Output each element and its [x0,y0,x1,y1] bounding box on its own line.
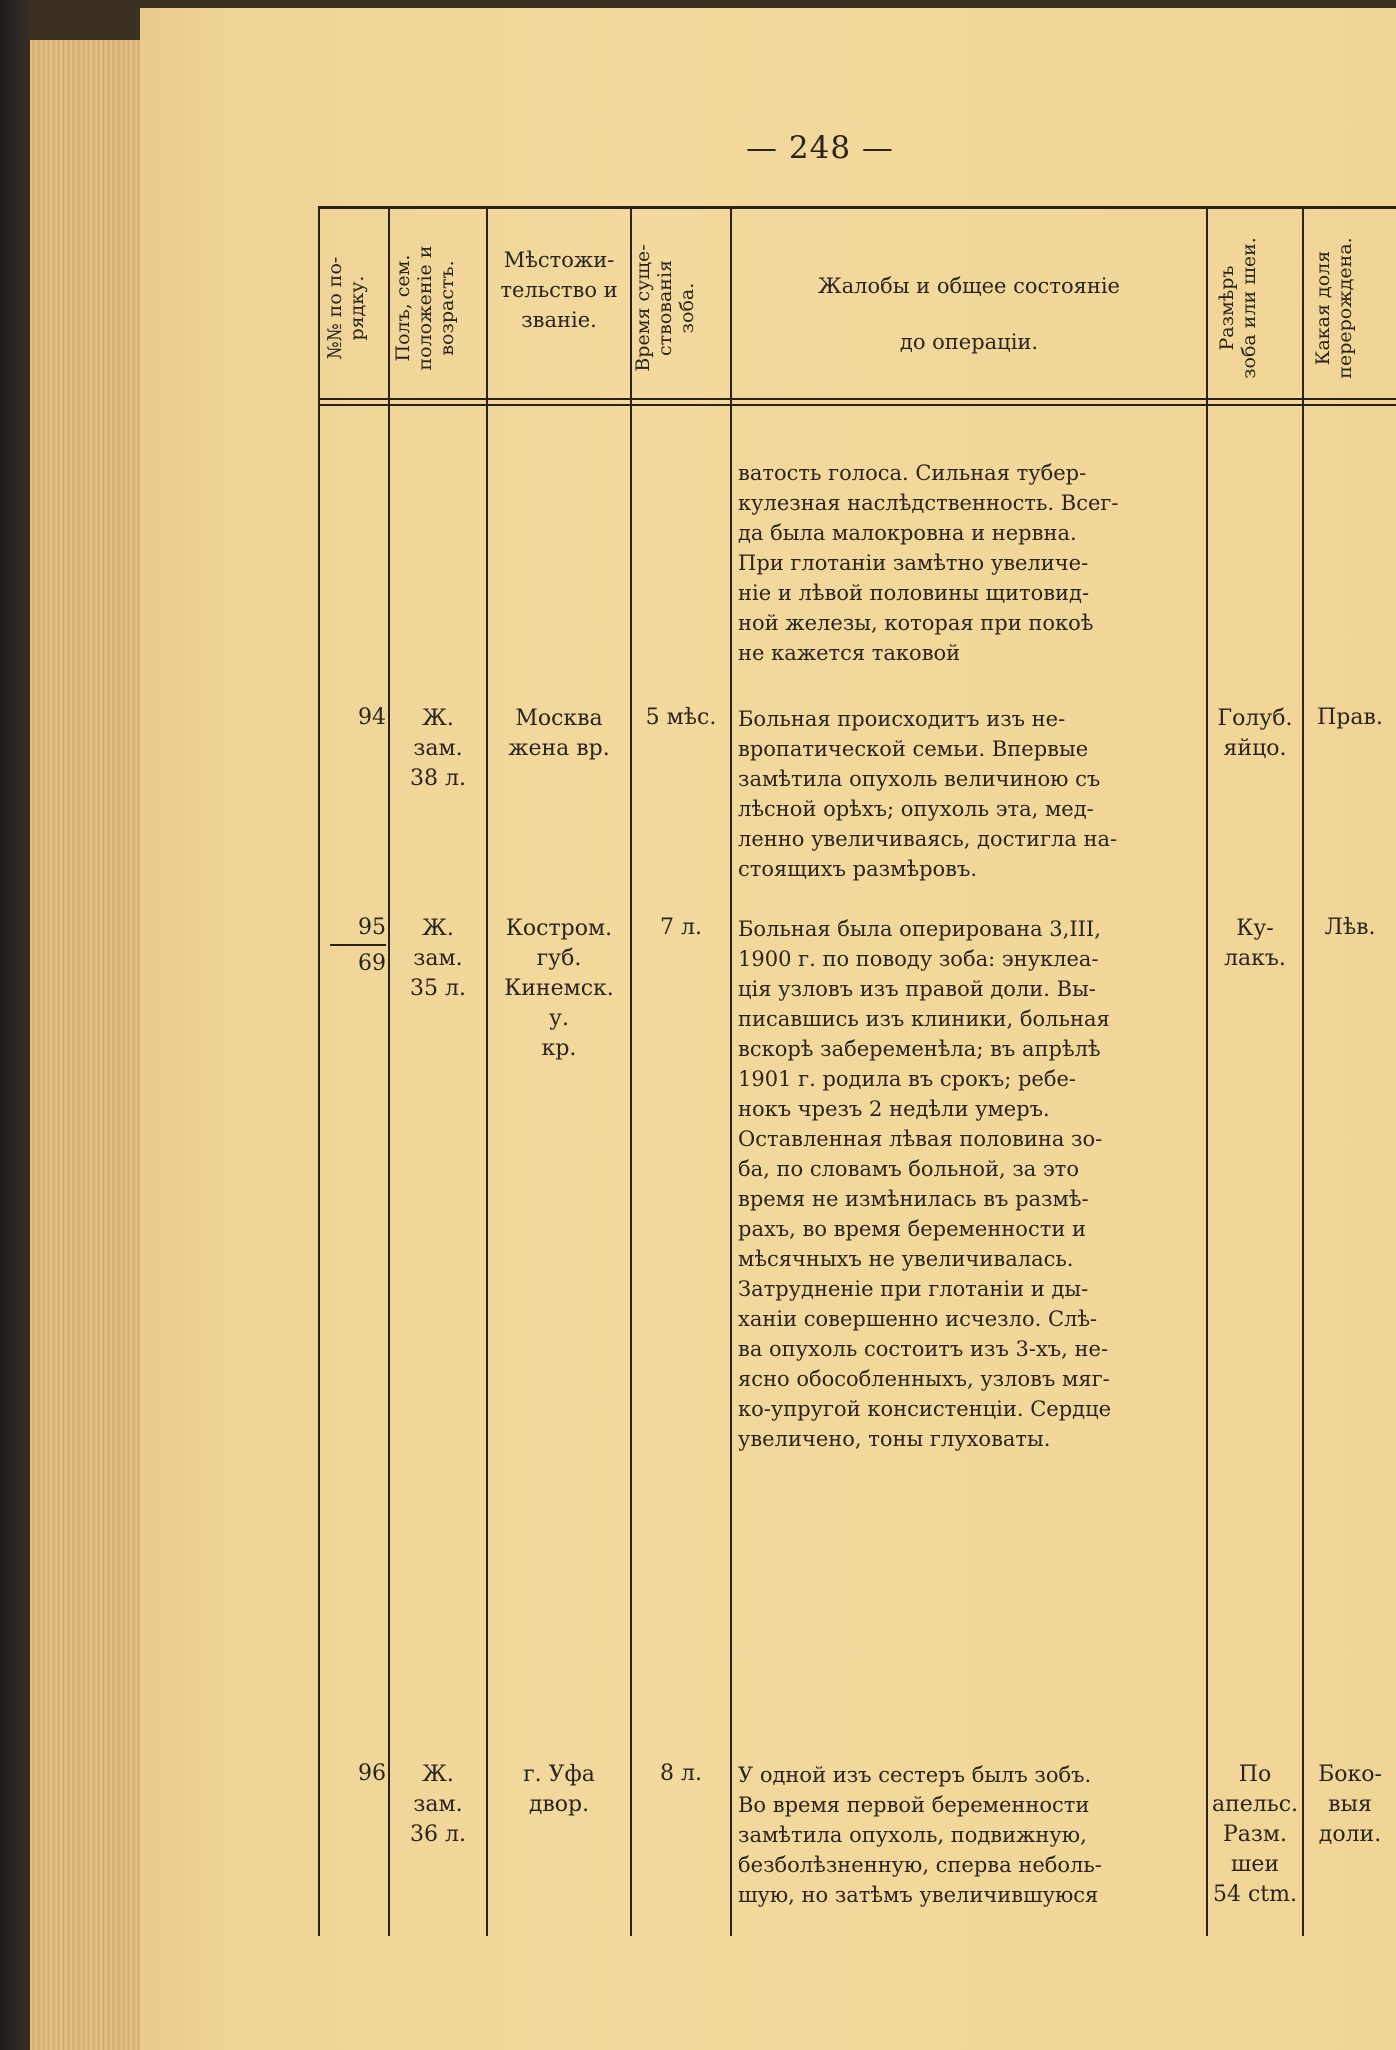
row-95-size: Ку- лакъ. [1224,916,1286,971]
book-spine [0,0,32,2050]
header-bottom-rule-2 [320,404,1396,406]
col-divider-3 [630,206,632,1936]
row-94-size: Голуб. яйцо. [1217,706,1293,761]
row-96-lobe: Боко- выя доли. [1318,1762,1382,1847]
row-95-subnumber: 69 [358,951,386,976]
table-top-rule [320,206,1396,209]
row-95-duration: 7 л. [660,915,702,940]
row-94-residence: Москва жена вр. [508,706,610,761]
row-96-residence: г. Уфа двор. [523,1762,595,1817]
header-lobe: Какая доля перерождена. [1312,237,1356,379]
row-96-complaints: У одной изъ сестеръ былъ зобъ. Во время первой беременности замѣтила опухоль, подвижную, безболѣзненную, сперва неболь- шую, но затѣмъ увеличившуюся [738,1763,1102,1907]
header-complaints: Жалобы и общее состояніе до операціи. [818,274,1120,354]
row-95-sub-rule [330,944,386,946]
header-duration: Время суще- ствованія зоба. [632,244,698,372]
table-left-rule [318,206,320,1936]
header-size: Размѣръ зоба или шеи. [1216,237,1260,379]
col-divider-1 [388,206,390,1936]
continuation-text: ватость голоса. Сильная тубер- кулезная наслѣдственность. Всег- да была малокровна и нервна. При глотаніи замѣтно увеличе- ніе и лѣвой половины щитовид- ной железы, которая при покоѣ не кажется таковой [738,461,1119,665]
row-96-size: По апельс. Разм. шеи 54 ctm. [1211,1762,1299,1907]
row-96-duration: 8 л. [660,1761,702,1786]
col-divider-4 [730,206,732,1936]
header-bottom-rule [320,398,1396,400]
row-94-number: 94 [358,705,386,730]
row-95-residence: Костром. губ. Кинемск. у. кр. [504,916,614,1061]
row-95-lobe: Лѣв. [1324,915,1376,940]
row-95-complaints: Больная была оперирована 3,III, 1900 г. по поводу зоба: энуклеа- ція узловъ изъ правой доли. Вы- писавшись изъ клиники, больная вскорѣ забеременѣла; въ апрѣлѣ 1901 г. родила въ срокъ; ребе- нокъ чрезъ 2 недѣли умеръ. Оставленная лѣвая половина зо- ба, по словамъ больной, за это время не измѣнилась въ размѣ- рахъ, во время беременности и мѣсячныхъ не увеличивалась. Затрудненіе при глотаніи и ды- ханіи совершенно исчезло. Слѣ- ва опухоль состоитъ изъ 3-хъ, не- ясно обособленныхъ, узловъ мяг- ко-упругой консистенціи. Сердце увеличено, тоны глуховаты. [738,917,1112,1451]
row-94-complaints: Больная происходитъ изъ не- вропатической семьи. Впервые замѣтила опухоль величиною съ лѣсной орѣхъ; опухоль эта, мед- ленно увеличиваясь, достигла на- стоящихъ размѣровъ. [738,707,1118,881]
header-residence: Мѣстожи- тельство и званіе. [500,248,618,332]
page-edges [30,40,145,2050]
page-number: — 248 — [746,130,894,166]
header-sex-status-age: Полъ, сем. положеніе и возрастъ. [392,245,458,371]
row-95-sex: Ж. зам. 35 л. [410,916,466,1001]
row-96-number: 96 [358,1761,386,1786]
row-95-number: 95 [358,915,386,940]
row-94-duration: 5 мѣс. [645,705,717,730]
col-divider-6 [1302,206,1304,1936]
row-96-sex: Ж. зам. 36 л. [410,1762,466,1847]
row-94-lobe: Прав. [1317,705,1383,730]
col-divider-2 [486,206,488,1936]
header-number: №№ по по- рядку. [324,256,368,360]
row-94-sex: Ж. зам. 38 л. [410,706,466,791]
col-divider-5 [1206,206,1208,1936]
